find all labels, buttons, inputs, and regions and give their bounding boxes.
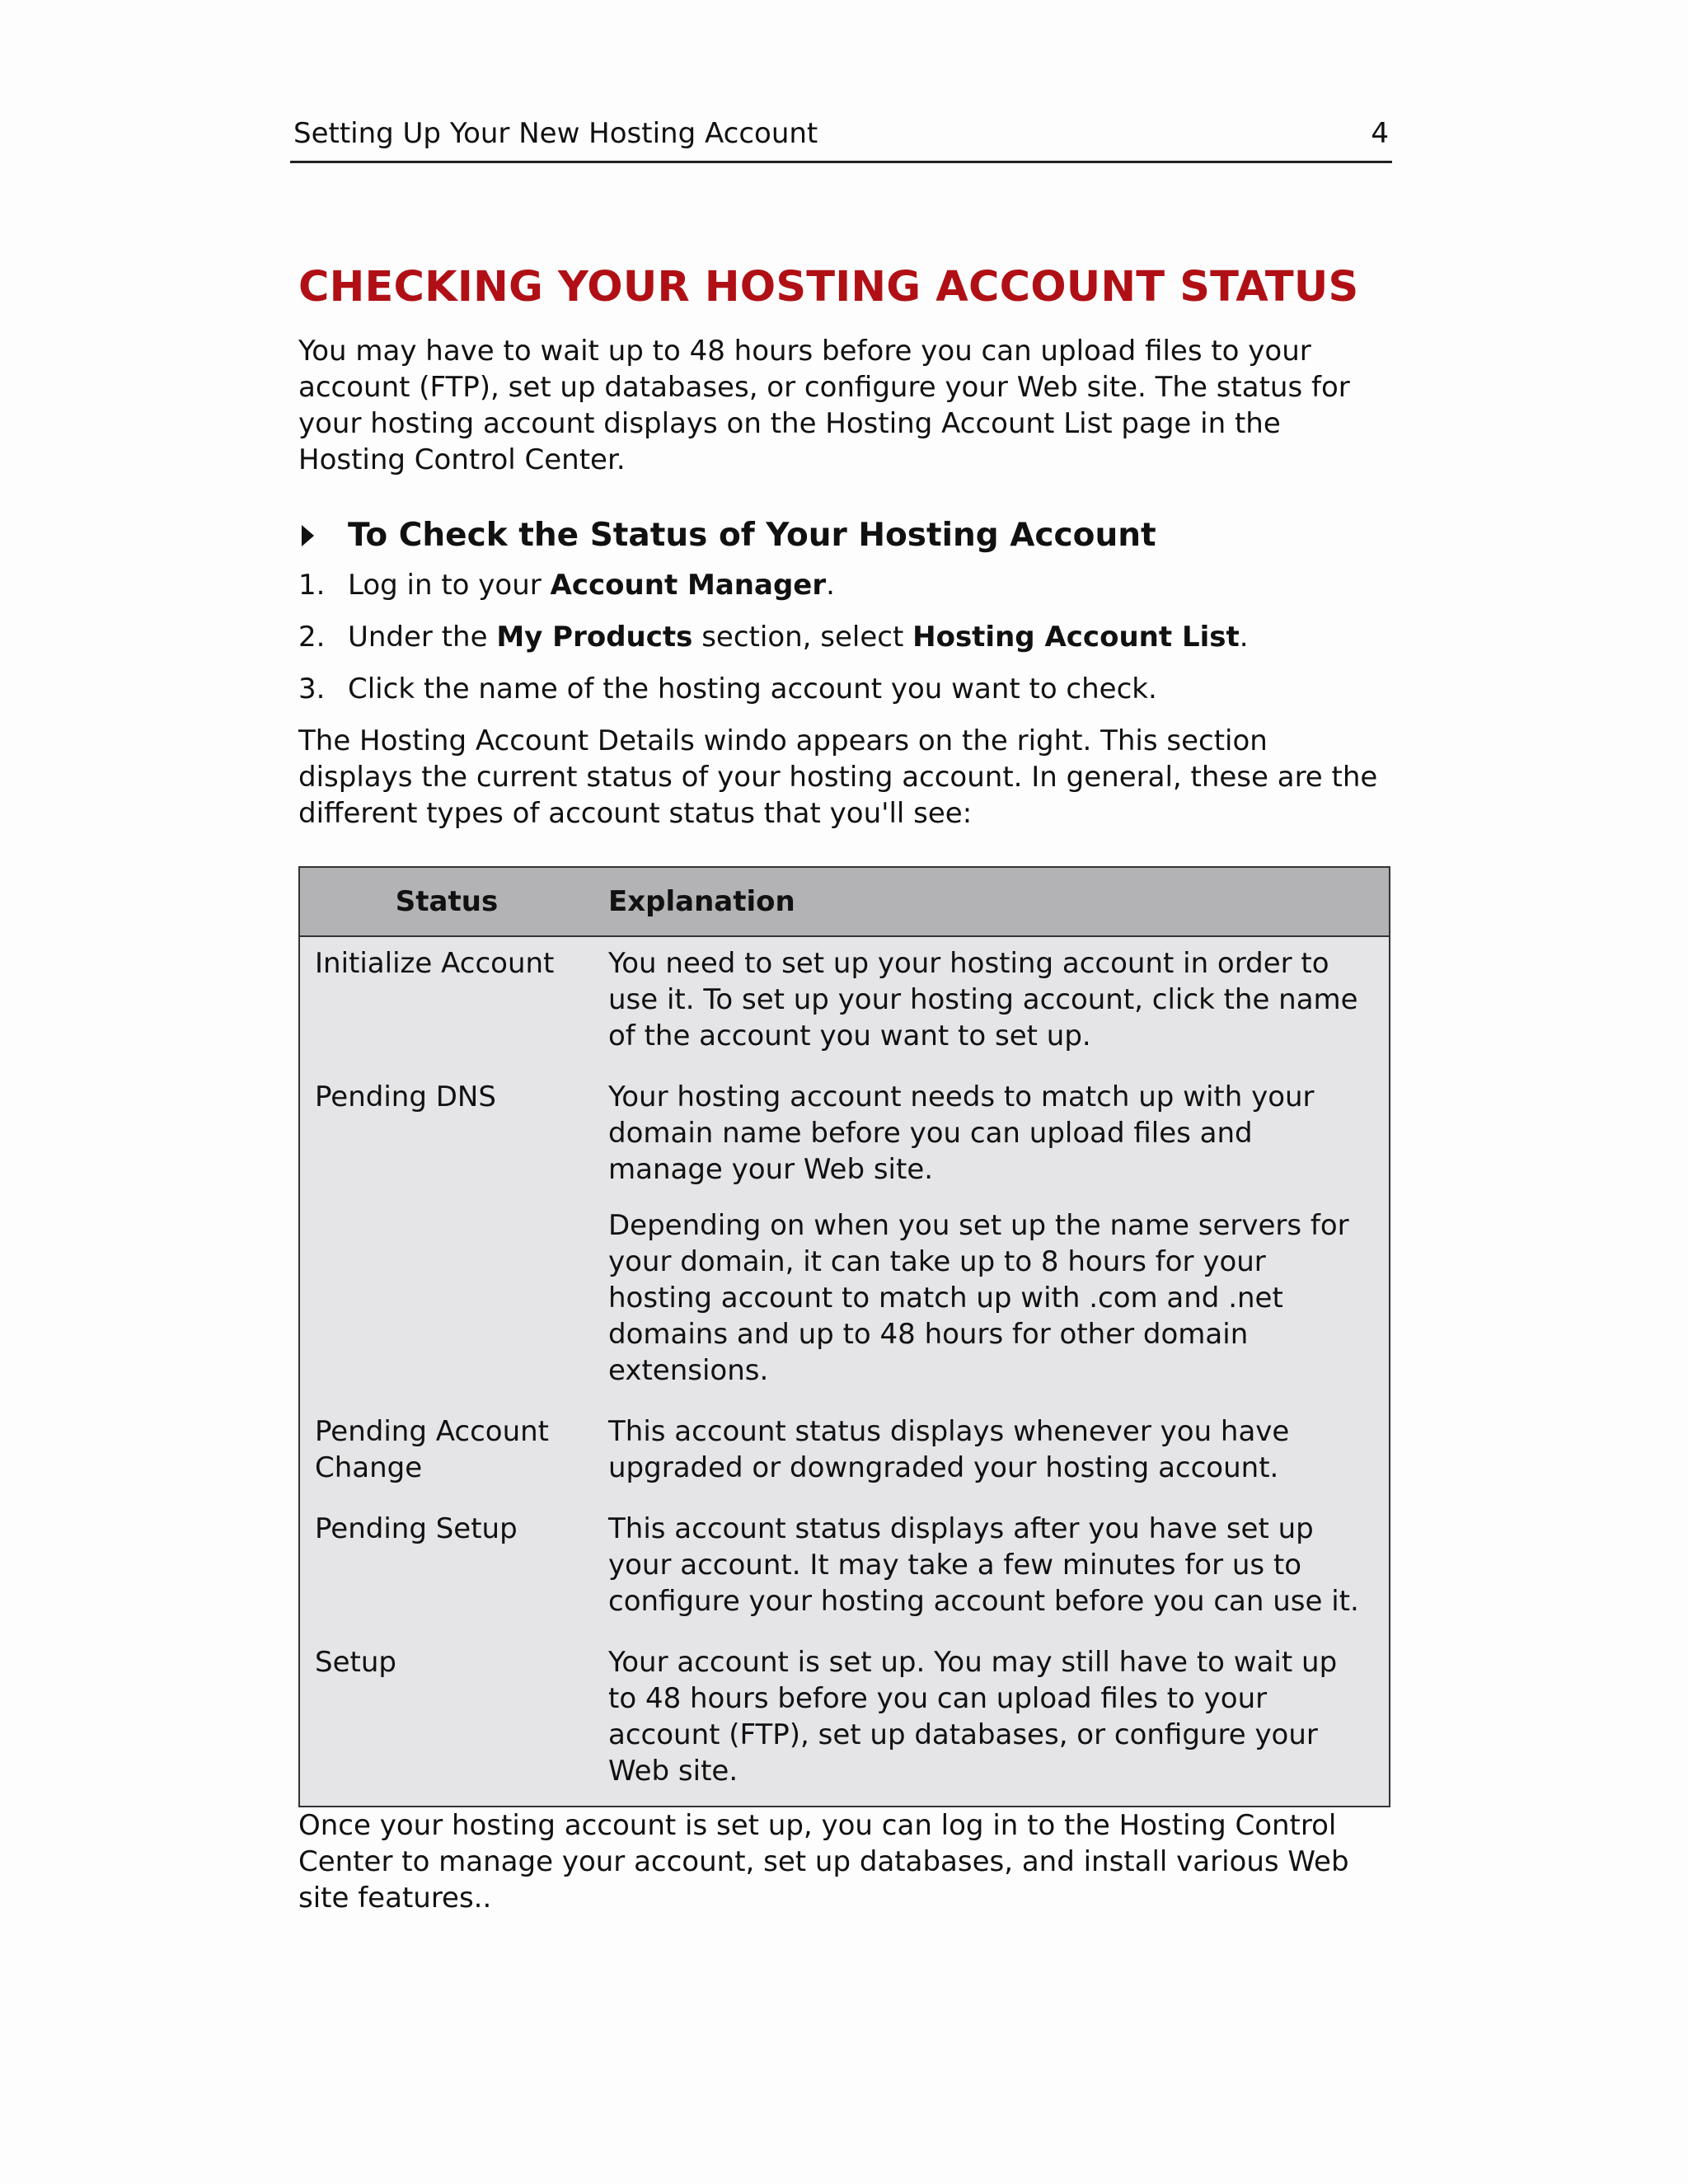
page-header — [290, 115, 1392, 163]
table-row — [299, 1413, 1390, 1511]
intro-paragraph: You may have to wait up to 48 hours before you can upload files to your account (FTP), set up databases, or configure your Web site. The status for your hosting account displays on the Hosting Account List page in the Hosting Control Center. — [298, 335, 1350, 476]
explanation-cell: You need to set up your hosting account in order to use it. To set up your hosting account, click the name of the account you want to set up. — [608, 947, 1358, 1052]
step-item: 2. Under the My Products section, select Hosting Account List. — [298, 621, 1249, 654]
status-cell: Initialize Account — [315, 947, 555, 980]
closing-paragraph: Once your hosting account is set up, you can log in to the Hosting Control Center to manage your account, set up databases, and install various Web site features.. — [298, 1809, 1349, 1915]
explanation-cell: Your account is set up. You may still have to wait up to 48 hours before you can upload files to your account (FTP), set up databases, or configure your Web site. — [608, 1646, 1338, 1788]
procedure-arrow-icon — [302, 525, 314, 546]
section-heading: CHECKING YOUR HOSTING ACCOUNT STATUS — [298, 263, 1359, 312]
status-cell: Pending Account Change — [315, 1415, 550, 1484]
page-content — [298, 262, 1390, 1916]
explanation-cell: Your hosting account needs to match up with your domain name before you can upload files and manage your Web site. Depending on when you set up the name servers for your domain, it can take up to 8 hours for your hosting account to match up with .com and .net domains and up to 48 hours for other domain extensions. — [608, 1080, 1349, 1387]
explanation-cell: This account status displays after you have set up your account. It may take a few minutes for us to configure your hosting account before you can use it. — [608, 1512, 1359, 1618]
table-row — [299, 1079, 1390, 1413]
table-row — [299, 936, 1390, 1079]
running-header-title: Setting Up Your New Hosting Account — [293, 117, 818, 150]
table-header-row — [299, 867, 1390, 936]
after-steps-paragraph: The Hosting Account Details windo appears on the right. This section displays the current status of your hosting account. In general, these are the different types of account status that you'll see: — [298, 724, 1378, 830]
step-item: 1. Log in to your Account Manager. — [298, 569, 835, 602]
status-cell: Pending DNS — [315, 1080, 496, 1113]
explanation-cell: This account status displays whenever you have upgraded or downgraded your hosting account. — [608, 1415, 1290, 1484]
explanation-column-header: Explanation — [593, 867, 1390, 936]
my-products-term: My Products — [496, 621, 693, 654]
page-number: 4 — [1371, 117, 1389, 150]
procedure-steps — [298, 567, 1390, 707]
hosting-account-list-term: Hosting Account List — [912, 621, 1240, 654]
status-table — [298, 866, 1390, 1807]
account-manager-term: Account Manager — [550, 569, 827, 602]
procedure-heading — [298, 514, 1390, 557]
step-item: 3. Click the name of the hosting account you want to check. — [298, 673, 1157, 705]
status-cell: Setup — [315, 1646, 396, 1679]
procedure-title: To Check the Status of Your Hosting Account — [348, 517, 1156, 554]
table-row — [299, 1644, 1390, 1807]
status-column-header: Status — [299, 867, 593, 936]
status-cell: Pending Setup — [315, 1512, 518, 1545]
table-row — [299, 1511, 1390, 1644]
